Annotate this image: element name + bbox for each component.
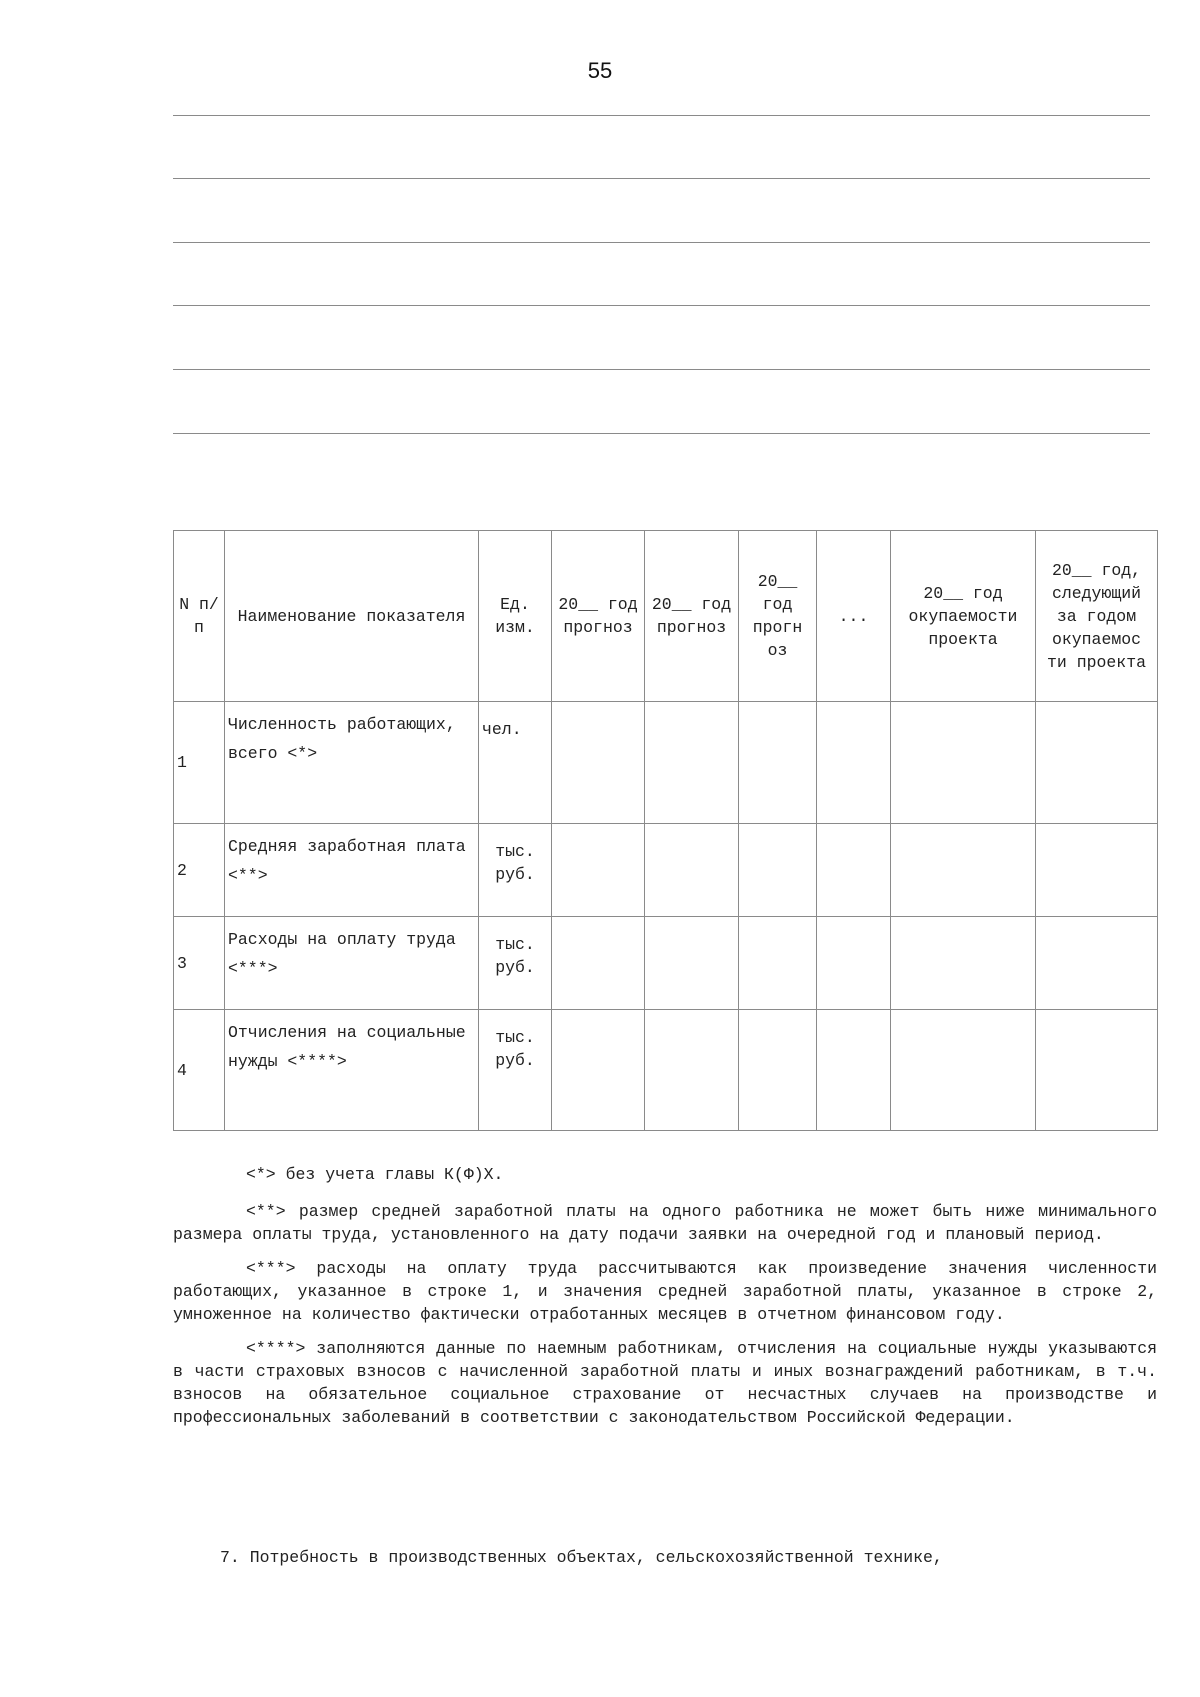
value-cell[interactable]	[552, 702, 645, 824]
blank-fill-line	[173, 115, 1150, 116]
value-cell[interactable]	[817, 702, 891, 824]
value-cell[interactable]	[645, 1010, 739, 1131]
blank-fill-line	[173, 369, 1150, 370]
footnote: <*> без учета главы К(Ф)Х.	[246, 1165, 504, 1184]
footnote: <****> заполняются данные по наемным работникам, отчисления на социальные нужды указываются в части страховых взносов с начисленной заработной платы и иных вознаграждений работникам, в т.ч. взносов на обязательное социальное страхование от несчастных случаев на производстве и профессиональных заболеваний в соответствии с законодательством Российской Федерации.	[173, 1339, 1157, 1427]
row-indicator: Численность работающих, всего <*>	[225, 702, 479, 824]
row-number: 1	[174, 702, 225, 824]
table-row	[174, 917, 1158, 1010]
header-cell-forecast-year-2: 20__ год прогноз	[645, 531, 739, 702]
value-cell[interactable]	[1036, 702, 1158, 824]
value-cell[interactable]	[739, 1010, 817, 1131]
blank-fill-line	[173, 305, 1150, 306]
header-cell-number: N п/п	[174, 531, 225, 702]
value-cell[interactable]	[552, 917, 645, 1010]
value-cell[interactable]	[891, 1010, 1036, 1131]
header-cell-ellipsis: ...	[817, 531, 891, 702]
footnote: <**> размер средней заработной платы на одного работника не может быть ниже минимального размера оплаты труда, установленного на дату подачи заявки на очередной год и плановый период.	[173, 1202, 1157, 1244]
row-unit: тыс. руб.	[479, 917, 552, 1010]
value-cell[interactable]	[645, 917, 739, 1010]
table-row	[174, 824, 1158, 917]
value-cell[interactable]	[739, 917, 817, 1010]
row-number: 2	[174, 824, 225, 917]
header-cell-payback-year: 20__ год окупаемости проекта	[891, 531, 1036, 702]
value-cell[interactable]	[817, 917, 891, 1010]
blank-fill-line	[173, 178, 1150, 179]
blank-fill-line	[173, 433, 1150, 434]
header-cell-after-payback-year: 20__ год, следующий за годом окупаемос ти проекта	[1036, 531, 1158, 702]
value-cell[interactable]	[817, 824, 891, 917]
value-cell[interactable]	[817, 1010, 891, 1131]
value-cell[interactable]	[891, 917, 1036, 1010]
row-number: 3	[174, 917, 225, 1010]
table-header-row	[174, 531, 1158, 702]
header-cell-forecast-year-1: 20__ год прогноз	[552, 531, 645, 702]
row-unit: чел.	[479, 702, 552, 824]
header-cell-unit: Ед. изм.	[479, 531, 552, 702]
value-cell[interactable]	[1036, 917, 1158, 1010]
value-cell[interactable]	[739, 702, 817, 824]
row-unit: тыс. руб.	[479, 824, 552, 917]
footnote: <***> расходы на оплату труда рассчитываются как произведение значения численности работающих, указанное в строке 1, и значения средней заработной платы, указанное в строке 2, умноженное на количество фактически отработанных месяцев в отчетном финансовом году.	[173, 1259, 1157, 1324]
value-cell[interactable]	[891, 702, 1036, 824]
header-cell-forecast-year-3: 20__ год прогн оз	[739, 531, 817, 702]
table-row	[174, 1010, 1158, 1131]
value-cell[interactable]	[1036, 824, 1158, 917]
section-heading: 7. Потребность в производственных объектах, сельскохозяйственной технике,	[220, 1548, 943, 1567]
footnotes	[173, 1163, 1157, 1440]
row-indicator: Расходы на оплату труда <***>	[225, 917, 479, 1010]
header-cell-indicator: Наименование показателя	[225, 531, 479, 702]
page-number: 55	[587, 58, 613, 83]
value-cell[interactable]	[739, 824, 817, 917]
workforce-table	[173, 530, 1158, 1131]
value-cell[interactable]	[552, 824, 645, 917]
row-indicator: Отчисления на социальные нужды <****>	[225, 1010, 479, 1131]
row-indicator: Средняя заработная плата <**>	[225, 824, 479, 917]
row-number: 4	[174, 1010, 225, 1131]
table-row	[174, 702, 1158, 824]
value-cell[interactable]	[891, 824, 1036, 917]
blank-fill-line	[173, 242, 1150, 243]
value-cell[interactable]	[1036, 1010, 1158, 1131]
value-cell[interactable]	[645, 824, 739, 917]
value-cell[interactable]	[552, 1010, 645, 1131]
value-cell[interactable]	[645, 702, 739, 824]
row-unit: тыс. руб.	[479, 1010, 552, 1131]
